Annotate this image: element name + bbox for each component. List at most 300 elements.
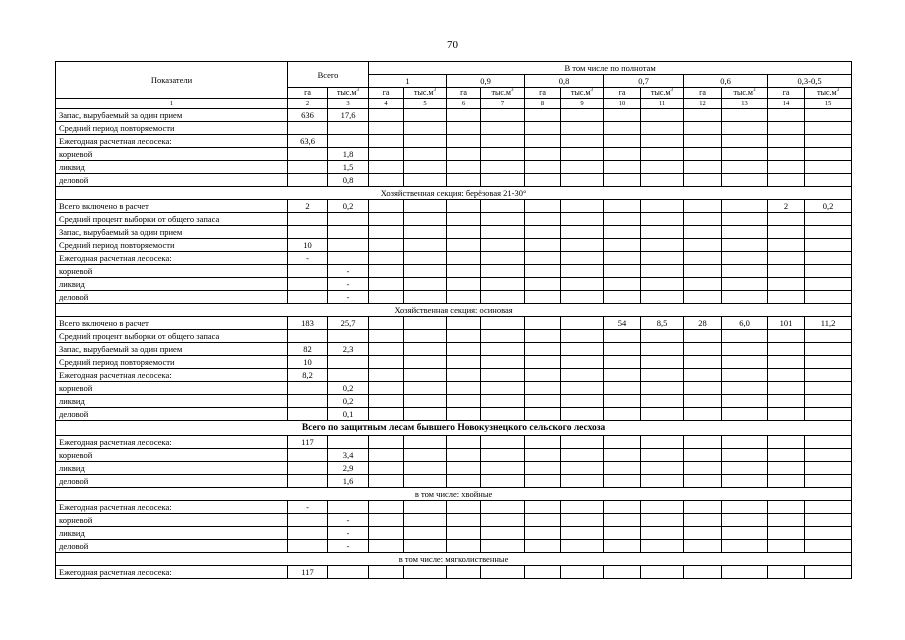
row-label: корневой (56, 514, 288, 527)
row-value (447, 540, 481, 553)
row-value (481, 343, 525, 356)
header-unit-ha: га (288, 88, 328, 99)
section-heading: в том числе: хвойные (56, 488, 852, 501)
row-value (561, 566, 604, 579)
row-label: Ежегодная расчетная лесосека: (56, 252, 288, 265)
table-row (56, 408, 852, 421)
row-value (604, 356, 641, 369)
row-value (641, 343, 684, 356)
row-value: 183 (288, 317, 328, 330)
row-value (561, 200, 604, 213)
row-value (641, 148, 684, 161)
row-value (722, 174, 768, 187)
row-value (768, 514, 805, 527)
unit-vol-sup: 3 (752, 88, 756, 93)
row-value (805, 278, 852, 291)
row-value (481, 161, 525, 174)
row-value (481, 109, 525, 122)
row-value (768, 278, 805, 291)
row-value (722, 226, 768, 239)
row-value (561, 135, 604, 148)
row-value (404, 343, 447, 356)
row-value (641, 436, 684, 449)
row-value (561, 462, 604, 475)
row-value (525, 122, 561, 135)
row-value (561, 408, 604, 421)
row-value (525, 226, 561, 239)
row-value (768, 449, 805, 462)
row-value (684, 369, 722, 382)
row-value (768, 395, 805, 408)
row-value (641, 265, 684, 278)
row-value (369, 475, 404, 488)
summary-heading-row (56, 421, 852, 436)
row-value (481, 122, 525, 135)
header-unit-vol (722, 88, 768, 99)
table-row (56, 449, 852, 462)
row-value (288, 122, 328, 135)
row-value (604, 252, 641, 265)
header-unit-ha: га (604, 88, 641, 99)
row-value (641, 213, 684, 226)
row-value (369, 408, 404, 421)
row-value (447, 291, 481, 304)
row-value (641, 449, 684, 462)
row-value (481, 356, 525, 369)
row-value (768, 135, 805, 148)
row-value (369, 226, 404, 239)
row-value (369, 148, 404, 161)
row-value (328, 330, 369, 343)
row-value (604, 135, 641, 148)
row-value (481, 239, 525, 252)
row-value (722, 356, 768, 369)
row-value: 101 (768, 317, 805, 330)
header-density: 1 (369, 75, 447, 88)
row-value (328, 226, 369, 239)
row-value (288, 408, 328, 421)
row-value (447, 527, 481, 540)
row-value (641, 174, 684, 187)
row-value (805, 475, 852, 488)
row-label: ликвид (56, 395, 288, 408)
row-value (328, 213, 369, 226)
row-value (525, 343, 561, 356)
table-row (56, 382, 852, 395)
row-value (805, 213, 852, 226)
row-value: 1,8 (328, 148, 369, 161)
row-value (604, 330, 641, 343)
row-value: 8,5 (641, 317, 684, 330)
row-value (481, 395, 525, 408)
row-value (768, 501, 805, 514)
header-unit-vol (641, 88, 684, 99)
row-value (404, 369, 447, 382)
row-value (722, 501, 768, 514)
row-value (369, 343, 404, 356)
row-value (722, 161, 768, 174)
row-value (684, 252, 722, 265)
row-value (447, 109, 481, 122)
row-value: - (328, 291, 369, 304)
row-value (722, 527, 768, 540)
row-value (525, 161, 561, 174)
header-unit-vol (328, 88, 369, 99)
row-value (641, 226, 684, 239)
row-value (525, 317, 561, 330)
column-number: 13 (722, 99, 768, 109)
row-value (404, 226, 447, 239)
row-value (805, 109, 852, 122)
row-value (447, 278, 481, 291)
row-value (447, 356, 481, 369)
column-number: 3 (328, 99, 369, 109)
row-value (404, 475, 447, 488)
row-value (561, 291, 604, 304)
row-value (684, 540, 722, 553)
row-value (561, 226, 604, 239)
row-value (641, 475, 684, 488)
table-row (56, 161, 852, 174)
row-value (447, 213, 481, 226)
row-value (684, 501, 722, 514)
row-value: 10 (288, 239, 328, 252)
row-label: Всего включено в расчет (56, 200, 288, 213)
row-value (561, 148, 604, 161)
row-value (561, 395, 604, 408)
column-number: 11 (641, 99, 684, 109)
row-value (369, 252, 404, 265)
row-value (722, 200, 768, 213)
row-value (768, 109, 805, 122)
row-value: - (288, 252, 328, 265)
row-value (641, 291, 684, 304)
row-value (525, 369, 561, 382)
table-row (56, 317, 852, 330)
row-value (369, 135, 404, 148)
row-value (768, 356, 805, 369)
row-value (805, 291, 852, 304)
table-body (56, 109, 852, 579)
row-value (684, 226, 722, 239)
row-value: 2,3 (328, 343, 369, 356)
header-indicators: Показатели (56, 62, 288, 99)
row-value (447, 135, 481, 148)
row-value (447, 174, 481, 187)
row-value (525, 291, 561, 304)
row-value (561, 239, 604, 252)
header-by-density: В том числе по полнотам (369, 62, 852, 75)
row-value (525, 148, 561, 161)
row-value (404, 449, 447, 462)
row-value (604, 436, 641, 449)
row-value (404, 109, 447, 122)
header-unit-vol (561, 88, 604, 99)
row-value (288, 148, 328, 161)
header-density: 0,9 (447, 75, 525, 88)
row-value (288, 527, 328, 540)
row-value (641, 527, 684, 540)
row-value (641, 408, 684, 421)
row-value (447, 382, 481, 395)
row-value (447, 226, 481, 239)
row-value (328, 356, 369, 369)
row-value (684, 408, 722, 421)
table-row (56, 148, 852, 161)
row-value: 2,9 (328, 462, 369, 475)
row-value (369, 239, 404, 252)
row-value (288, 475, 328, 488)
row-value (805, 408, 852, 421)
row-label: Средний процент выборки от общего запаса (56, 330, 288, 343)
row-value (604, 200, 641, 213)
unit-vol-text: тыс.м (733, 88, 753, 97)
row-value (604, 213, 641, 226)
row-value (447, 265, 481, 278)
row-label: Ежегодная расчетная лесосека: (56, 501, 288, 514)
row-value (525, 239, 561, 252)
row-value: 63,6 (288, 135, 328, 148)
row-value (561, 122, 604, 135)
row-value (404, 566, 447, 579)
column-number-row (56, 99, 852, 109)
row-value (768, 265, 805, 278)
table-row (56, 213, 852, 226)
row-value (369, 501, 404, 514)
row-value (525, 135, 561, 148)
row-value: 54 (604, 317, 641, 330)
row-value (805, 174, 852, 187)
row-value (604, 122, 641, 135)
row-value (525, 514, 561, 527)
row-value (447, 343, 481, 356)
row-value (684, 449, 722, 462)
row-value (722, 566, 768, 579)
header-unit-vol (481, 88, 525, 99)
row-value (481, 462, 525, 475)
unit-vol-sup: 3 (433, 88, 436, 93)
row-value (369, 317, 404, 330)
row-value (288, 226, 328, 239)
row-value (288, 449, 328, 462)
row-value (684, 122, 722, 135)
row-value (805, 436, 852, 449)
section-heading: Хозяйственная секция: осиновая (56, 304, 852, 317)
row-value (684, 265, 722, 278)
row-value (604, 449, 641, 462)
row-value (604, 291, 641, 304)
row-value (288, 213, 328, 226)
row-value: - (328, 265, 369, 278)
row-value (604, 226, 641, 239)
row-value (447, 395, 481, 408)
row-value (805, 514, 852, 527)
row-value (722, 343, 768, 356)
row-value: 11,2 (805, 317, 852, 330)
table-row (56, 436, 852, 449)
row-value (684, 200, 722, 213)
row-value (481, 369, 525, 382)
row-value (481, 200, 525, 213)
row-value (768, 226, 805, 239)
header-unit-ha: га (684, 88, 722, 99)
summary-heading: Всего по защитным лесам бывшего Новокузнецкого сельского лесхоза (56, 421, 852, 436)
table-row (56, 369, 852, 382)
row-value (481, 436, 525, 449)
row-value (722, 148, 768, 161)
row-value (684, 239, 722, 252)
row-value (604, 343, 641, 356)
row-label: корневой (56, 449, 288, 462)
row-value (369, 174, 404, 187)
row-value (805, 226, 852, 239)
row-label: ликвид (56, 527, 288, 540)
row-value (525, 449, 561, 462)
column-number: 14 (768, 99, 805, 109)
row-value (561, 540, 604, 553)
row-value (722, 395, 768, 408)
header-density: 0,8 (525, 75, 604, 88)
row-value: 25,7 (328, 317, 369, 330)
row-value (328, 135, 369, 148)
column-number: 15 (805, 99, 852, 109)
row-value (369, 449, 404, 462)
row-label: Средний процент выборки от общего запаса (56, 213, 288, 226)
column-number: 9 (561, 99, 604, 109)
row-value (481, 291, 525, 304)
row-value (684, 514, 722, 527)
row-value (369, 514, 404, 527)
row-value (525, 436, 561, 449)
table-row (56, 356, 852, 369)
row-value (604, 174, 641, 187)
row-value (404, 278, 447, 291)
row-value (805, 122, 852, 135)
row-value (641, 566, 684, 579)
row-value (768, 436, 805, 449)
row-value (481, 148, 525, 161)
row-value (604, 278, 641, 291)
row-value (447, 408, 481, 421)
row-value (684, 356, 722, 369)
section-heading-row (56, 304, 852, 317)
row-value (369, 436, 404, 449)
row-value (768, 566, 805, 579)
row-value (525, 475, 561, 488)
row-value (481, 278, 525, 291)
unit-vol-text: тыс.м (337, 88, 357, 97)
row-value: 1,6 (328, 475, 369, 488)
row-value (604, 395, 641, 408)
row-value (768, 122, 805, 135)
forest-table (55, 61, 852, 579)
row-value (328, 252, 369, 265)
row-value (369, 109, 404, 122)
row-value (561, 356, 604, 369)
row-value (805, 566, 852, 579)
row-value (805, 252, 852, 265)
row-value (404, 213, 447, 226)
row-value (561, 213, 604, 226)
row-value (404, 317, 447, 330)
row-value (404, 514, 447, 527)
unit-vol-sup: 3 (356, 88, 359, 93)
row-value (561, 330, 604, 343)
row-value (684, 475, 722, 488)
row-value (684, 161, 722, 174)
row-label: корневой (56, 382, 288, 395)
row-label: Запас, вырубаемый за один прием (56, 109, 288, 122)
row-value (404, 501, 447, 514)
row-value (684, 527, 722, 540)
table-row (56, 475, 852, 488)
row-value (561, 161, 604, 174)
row-value (404, 148, 447, 161)
row-value (641, 200, 684, 213)
row-value (641, 382, 684, 395)
column-number: 4 (369, 99, 404, 109)
section-heading-row (56, 187, 852, 200)
row-value (328, 369, 369, 382)
row-value (561, 501, 604, 514)
row-value (805, 330, 852, 343)
row-value (525, 527, 561, 540)
table-row (56, 265, 852, 278)
column-number: 8 (525, 99, 561, 109)
row-value (722, 213, 768, 226)
row-value (768, 382, 805, 395)
row-value (288, 540, 328, 553)
row-value (328, 239, 369, 252)
row-label: Всего включено в расчет (56, 317, 288, 330)
row-value (641, 122, 684, 135)
row-label: ликвид (56, 161, 288, 174)
row-value (447, 161, 481, 174)
row-value (768, 213, 805, 226)
row-value (525, 252, 561, 265)
column-number: 7 (481, 99, 525, 109)
row-value (404, 174, 447, 187)
row-value (525, 501, 561, 514)
row-value (604, 109, 641, 122)
table-row (56, 252, 852, 265)
row-value: 8,2 (288, 369, 328, 382)
row-value (404, 382, 447, 395)
row-value: 17,6 (328, 109, 369, 122)
row-value (684, 395, 722, 408)
row-value (805, 161, 852, 174)
unit-vol-text: тыс.м (571, 88, 591, 97)
row-value (641, 540, 684, 553)
row-value (561, 382, 604, 395)
row-label: Ежегодная расчетная лесосека: (56, 135, 288, 148)
row-value (525, 200, 561, 213)
row-value (561, 527, 604, 540)
section-heading-row (56, 488, 852, 501)
row-label: деловой (56, 408, 288, 421)
table-row (56, 540, 852, 553)
row-value (684, 174, 722, 187)
column-number: 12 (684, 99, 722, 109)
row-value (722, 109, 768, 122)
row-value (805, 527, 852, 540)
row-value (604, 161, 641, 174)
row-value (288, 278, 328, 291)
row-value (404, 122, 447, 135)
row-value (525, 395, 561, 408)
row-value (288, 462, 328, 475)
row-value (481, 501, 525, 514)
